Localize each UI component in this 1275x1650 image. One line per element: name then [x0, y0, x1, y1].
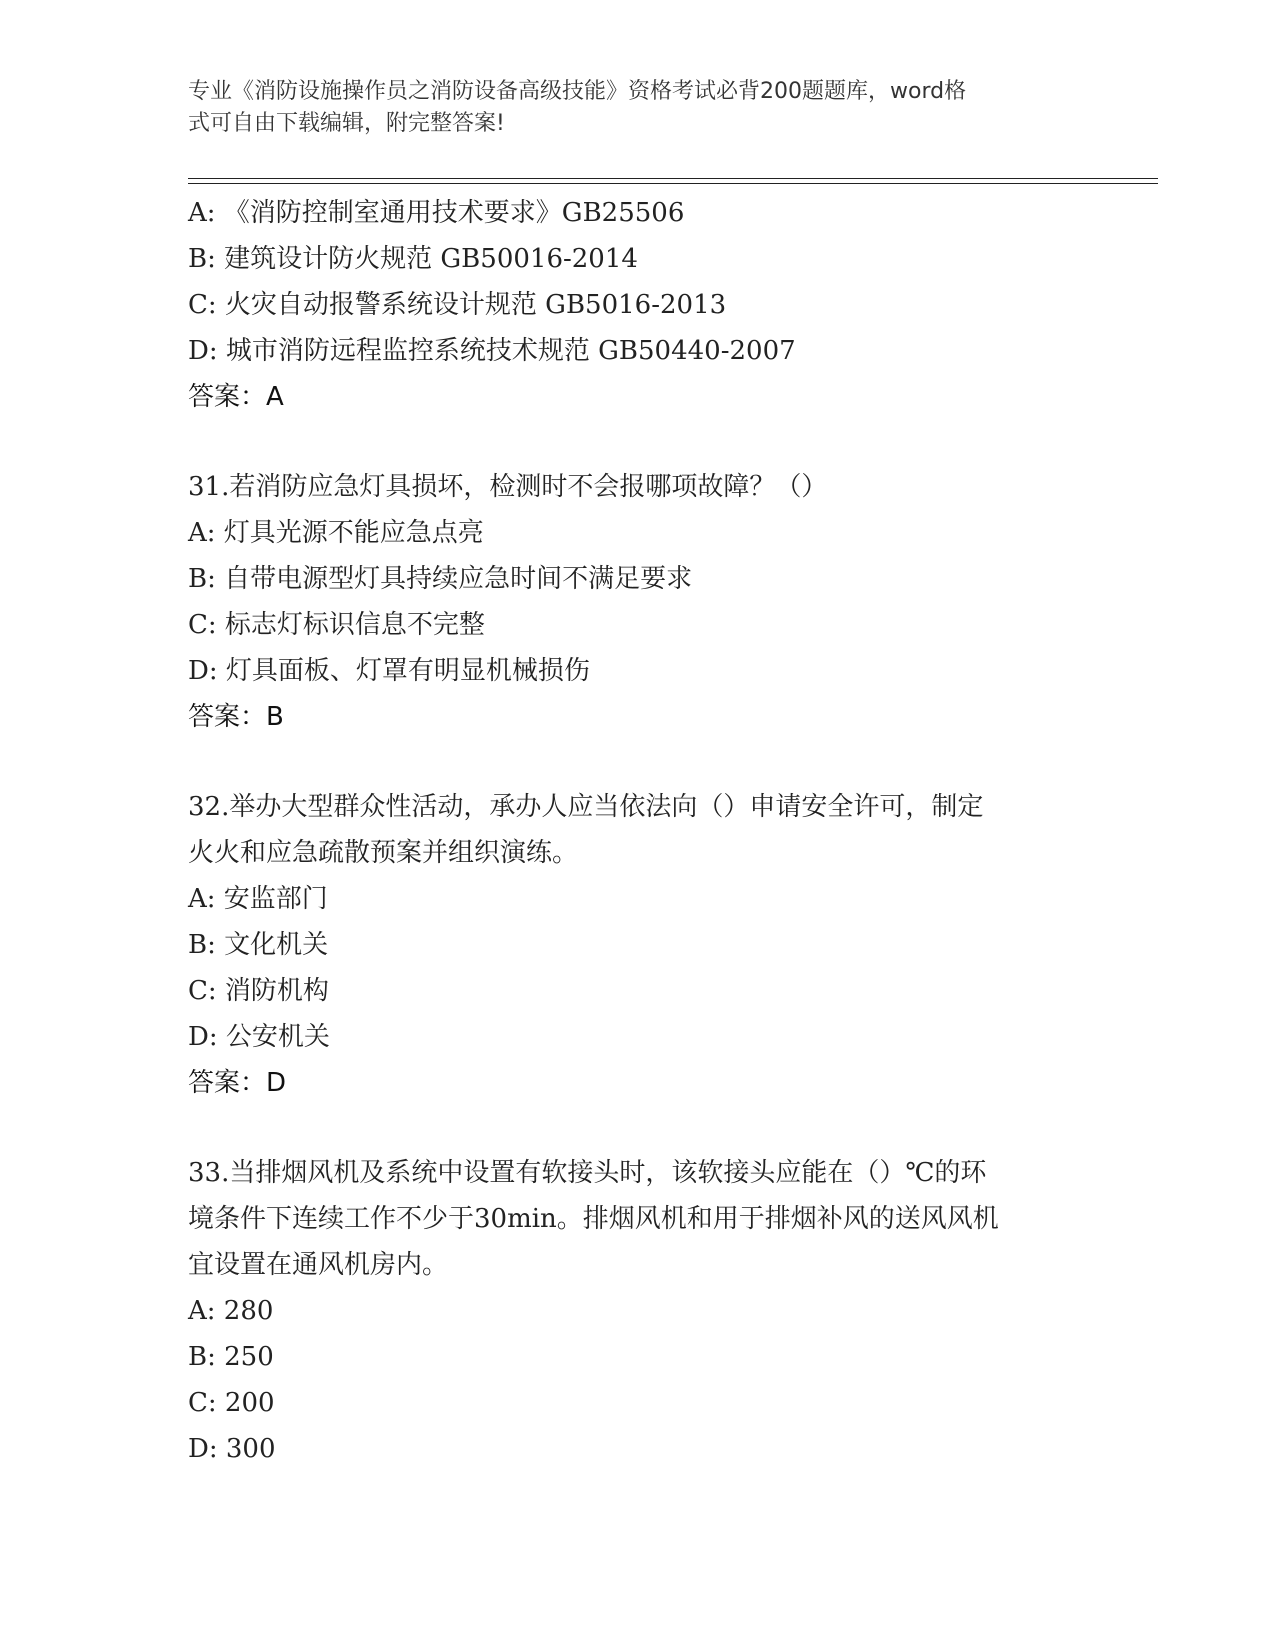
option-c: C: 火灾自动报警系统设计规范 GB5016-2013 — [188, 290, 727, 320]
answer-line: 答案：D — [188, 1068, 287, 1098]
question-list — [188, 190, 1088, 1472]
option-a: A: 280 — [188, 1296, 274, 1326]
question-33 — [188, 1150, 1088, 1472]
option-d: D: 灯具面板、灯罩有明显机械损伤 — [188, 656, 590, 686]
answer-line: 答案：A — [188, 382, 284, 412]
question-stem-line-2: 火火和应急疏散预案并组织演练。 — [188, 838, 579, 868]
option-c: C: 消防机构 — [188, 976, 329, 1006]
option-c: C: 200 — [188, 1388, 275, 1418]
option-b: B: 建筑设计防火规范 GB50016-2014 — [188, 244, 638, 274]
option-d: D: 300 — [188, 1434, 276, 1464]
spacer — [188, 740, 1088, 784]
document-header — [188, 76, 1068, 140]
question-32 — [188, 784, 1088, 1106]
question-stem-line-1: 33.当排烟风机及系统中设置有软接头时，该软接头应能在（）℃的环 — [188, 1158, 987, 1188]
option-d: D: 城市消防远程监控系统技术规范 GB50440-2007 — [188, 336, 796, 366]
option-b: B: 自带电源型灯具持续应急时间不满足要求 — [188, 564, 693, 594]
option-a: A: 《消防控制室通用技术要求》GB25506 — [188, 198, 685, 228]
header-divider-top — [188, 178, 1158, 179]
option-a: A: 灯具光源不能应急点亮 — [188, 518, 484, 548]
question-31 — [188, 464, 1088, 740]
question-stem: 31.若消防应急灯具损坏，检测时不会报哪项故障？（） — [188, 472, 828, 502]
option-c: C: 标志灯标识信息不完整 — [188, 610, 485, 640]
question-30 — [188, 190, 1088, 420]
question-stem-line-2: 境条件下连续工作不少于30min。排烟风机和用于排烟补风的送风风机 — [188, 1204, 999, 1234]
question-stem-line-3: 宜设置在通风机房内。 — [188, 1250, 449, 1280]
spacer — [188, 1106, 1088, 1150]
option-b: B: 文化机关 — [188, 930, 329, 960]
option-a: A: 安监部门 — [188, 884, 328, 914]
answer-line: 答案：B — [188, 702, 284, 732]
question-stem-line-1: 32.举办大型群众性活动，承办人应当依法向（）申请安全许可，制定 — [188, 792, 984, 822]
option-d: D: 公安机关 — [188, 1022, 330, 1052]
spacer — [188, 420, 1088, 464]
header-line-2: 式可自由下载编辑，附完整答案! — [188, 111, 505, 136]
header-divider-bottom — [188, 183, 1158, 184]
option-b: B: 250 — [188, 1342, 274, 1372]
header-line-1: 专业《消防设施操作员之消防设备高级技能》资格考试必背200题题库，word格 — [188, 79, 967, 104]
